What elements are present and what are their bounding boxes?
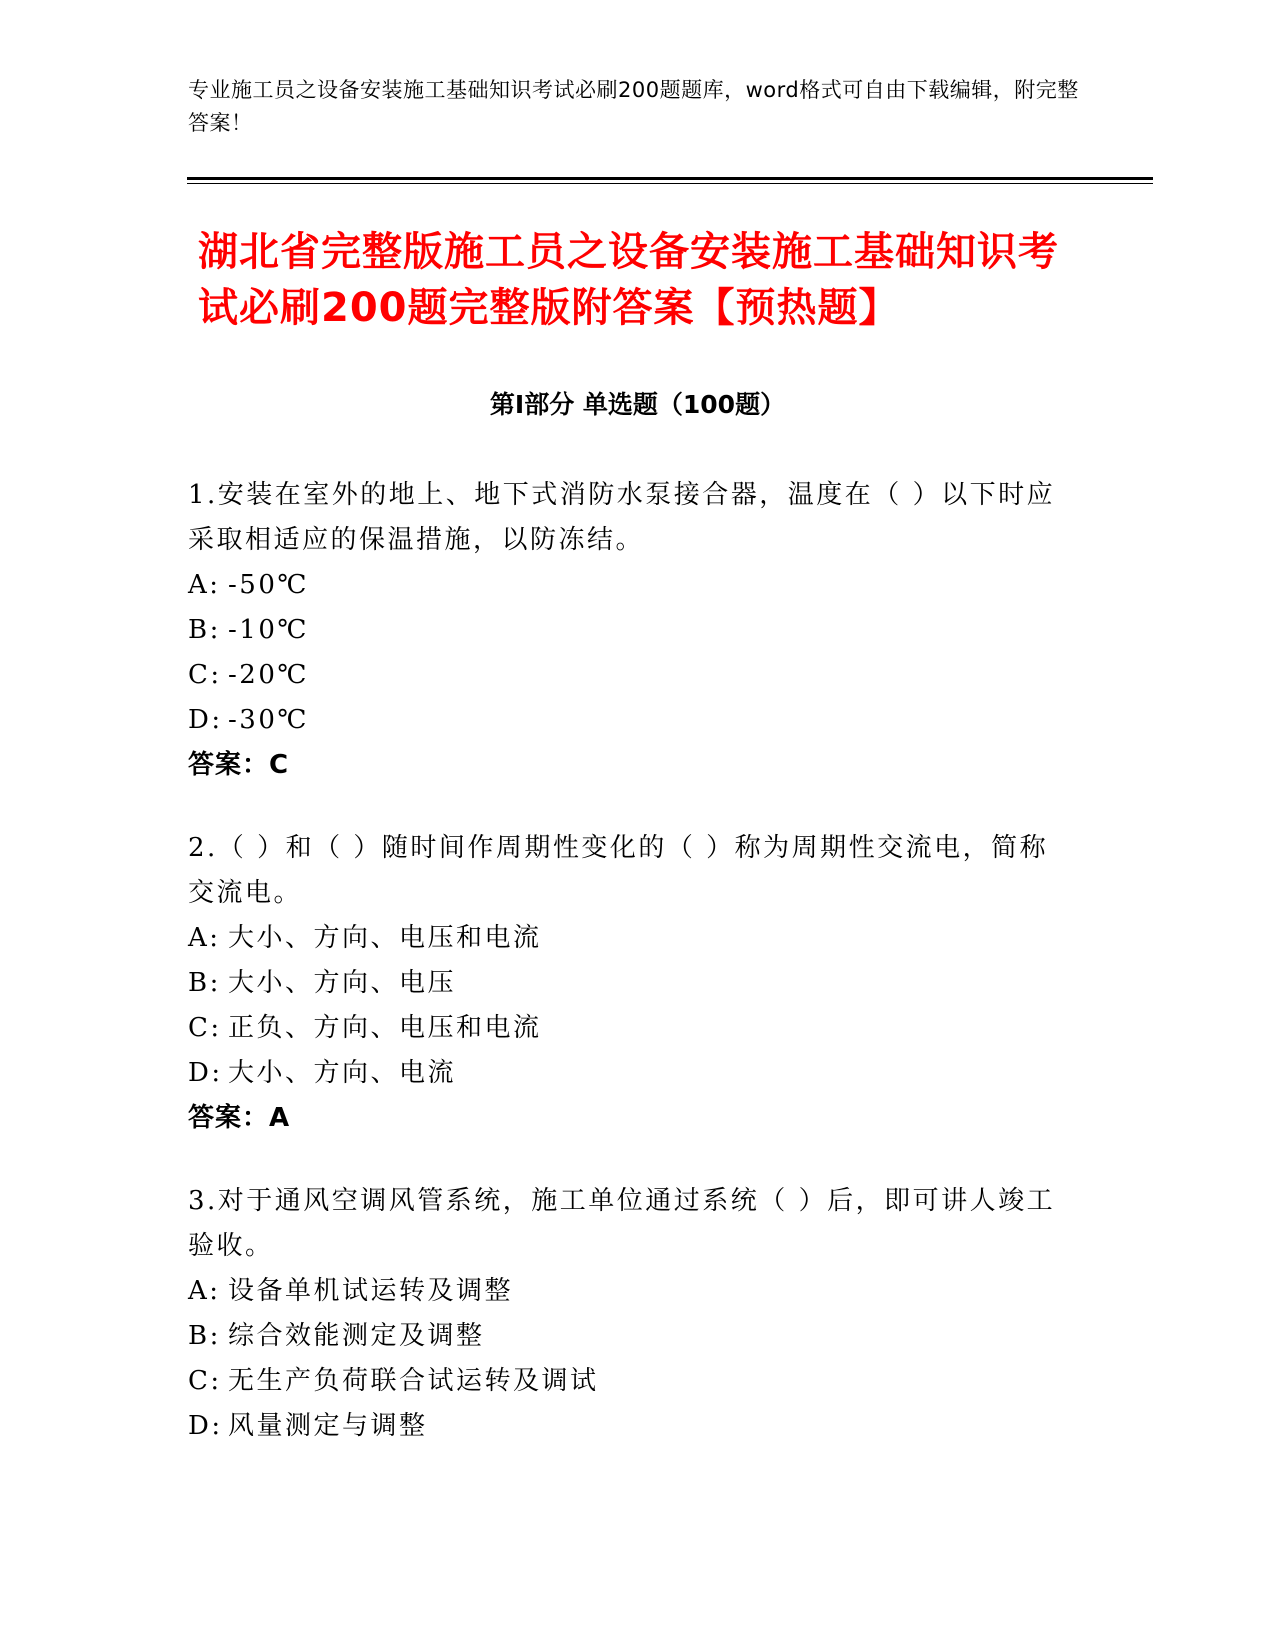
header-divider-thick bbox=[187, 177, 1153, 180]
option-letter: C: bbox=[188, 660, 222, 690]
header-note: 专业施工员之设备安装施工基础知识考试必刷200题题库，word格式可自由下载编辑，附完整答案！ bbox=[188, 78, 1079, 135]
option-text: -30℃ bbox=[228, 705, 309, 735]
option-d bbox=[188, 1404, 1068, 1449]
option-letter: C: bbox=[188, 1366, 222, 1396]
option-letter: A: bbox=[188, 570, 221, 600]
option-letter: D: bbox=[188, 1058, 223, 1088]
option-d bbox=[188, 698, 1068, 743]
option-text: 大小、方向、电压和电流 bbox=[228, 923, 542, 953]
option-c bbox=[188, 653, 1068, 698]
answer-line: 答案：A bbox=[188, 1103, 291, 1133]
option-text: -50℃ bbox=[228, 570, 309, 600]
section-heading: 第Ⅰ部分 单选题（100题） bbox=[489, 390, 786, 419]
option-text: 大小、方向、电压 bbox=[228, 968, 457, 998]
option-text: 正负、方向、电压和电流 bbox=[228, 1013, 542, 1043]
option-text: 大小、方向、电流 bbox=[228, 1058, 457, 1088]
option-b bbox=[188, 1314, 1068, 1359]
option-a bbox=[188, 563, 1068, 608]
option-letter: A: bbox=[188, 923, 221, 953]
question-stem: 3.对于通风空调风管系统，施工单位通过系统（ ）后，即可讲人竣工验收。 bbox=[188, 1186, 1056, 1261]
option-letter: A: bbox=[188, 1276, 221, 1306]
option-letter: B: bbox=[188, 615, 221, 645]
option-a bbox=[188, 916, 1068, 961]
option-text: -10℃ bbox=[228, 615, 309, 645]
question-stem: 2.（ ）和（ ）随时间作周期性变化的（ ）称为周期性交流电，简称交流电。 bbox=[188, 833, 1049, 908]
option-text: 风量测定与调整 bbox=[228, 1411, 428, 1441]
header-divider-thin bbox=[187, 183, 1153, 184]
option-letter: D: bbox=[188, 705, 223, 735]
option-letter: D: bbox=[188, 1411, 223, 1441]
option-c bbox=[188, 1006, 1068, 1051]
answer-line: 答案：C bbox=[188, 750, 290, 780]
question-2 bbox=[188, 826, 1068, 1141]
question-stem: 1.安装在室外的地上、地下式消防水泵接合器，温度在（ ）以下时应采取相适应的保温措施，以防冻结。 bbox=[188, 480, 1056, 555]
option-text: 无生产负荷联合试运转及调试 bbox=[228, 1366, 599, 1396]
question-1 bbox=[188, 473, 1068, 788]
option-letter: B: bbox=[188, 968, 221, 998]
question-list bbox=[188, 473, 1068, 1487]
option-text: -20℃ bbox=[228, 660, 309, 690]
option-c bbox=[188, 1359, 1068, 1404]
option-letter: C: bbox=[188, 1013, 222, 1043]
option-text: 设备单机试运转及调整 bbox=[228, 1276, 514, 1306]
question-3 bbox=[188, 1179, 1068, 1449]
option-letter: B: bbox=[188, 1321, 221, 1351]
option-text: 综合效能测定及调整 bbox=[228, 1321, 485, 1351]
option-b bbox=[188, 608, 1068, 653]
document-title: 湖北省完整版施工员之设备安装施工基础知识考试必刷200题完整版附答案【预热题】 bbox=[198, 229, 1059, 331]
option-a bbox=[188, 1269, 1068, 1314]
option-b bbox=[188, 961, 1068, 1006]
option-d bbox=[188, 1051, 1068, 1096]
